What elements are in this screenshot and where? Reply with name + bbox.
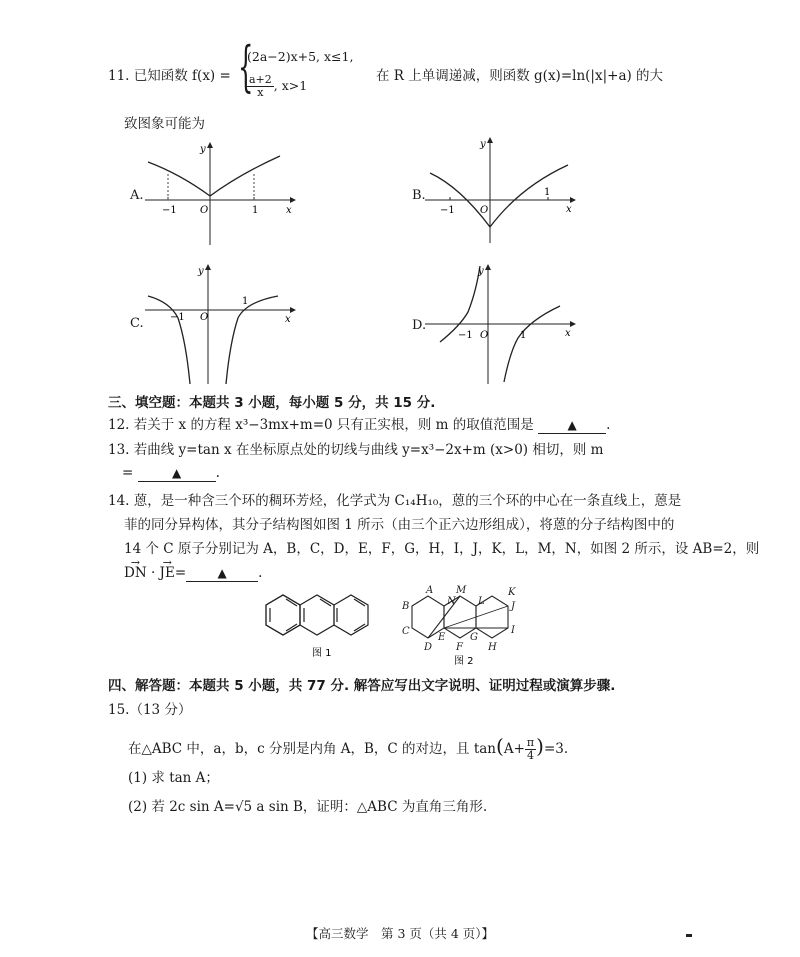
q11-case2-fraction [247, 74, 274, 99]
section3-title: 三、填空题：本题共 3 小题，每小题 5 分，共 15 分. [108, 395, 436, 411]
option-d-tick-1: 1 [520, 330, 527, 341]
answer-triangle-icon: ▲ [567, 418, 577, 432]
q11-case2-cond: , x>1 [273, 78, 308, 93]
option-b-y-label: y [480, 139, 486, 150]
q14-answer-blank [186, 565, 258, 582]
option-a-tick-1: 1 [252, 205, 259, 216]
q14-line3: 14 个 C 原子分别记为 A，B，C，D，E，F，G，H，I，J，K，L，M，N，如图 2 所示，设 AB=2，则 [124, 541, 760, 557]
q15-fraction [525, 737, 536, 762]
figure-2-labeled [398, 584, 548, 668]
option-c-x-label: x [285, 314, 291, 325]
option-d-x-label: x [565, 328, 571, 339]
q15-part2: (2) 若 2c sin A=√5 a sin B，证明：△ABC 为直角三角形. [128, 799, 488, 815]
q11-case2-den: x [257, 86, 264, 99]
q13-eq: = [122, 465, 134, 481]
atom-label-n: N [447, 596, 456, 607]
answer-triangle-icon: ▲ [171, 466, 182, 480]
atom-label-i: I [511, 625, 515, 636]
atom-label-d: D [424, 642, 433, 653]
atom-label-h: H [488, 642, 497, 653]
q11-prefix: 11. 已知函数 f(x) = [108, 68, 231, 84]
q15-stem [128, 733, 568, 762]
option-d-tick-neg1: −1 [458, 330, 473, 341]
option-a-tick-neg1: −1 [162, 205, 177, 216]
q12-line [108, 415, 610, 435]
option-c-y-label: y [198, 266, 204, 277]
option-a-y-label: y [200, 144, 206, 155]
atom-label-e: E [438, 632, 446, 643]
atom-label-a: A [426, 585, 434, 596]
atom-label-g: G [470, 632, 478, 643]
q13-line1: 13. 若曲线 y=tan x 在坐标原点处的切线与曲线 y=x³−2x+m (x>0) 相切，则 m [108, 442, 604, 458]
option-d-origin: O [480, 330, 489, 341]
atom-label-b: B [402, 601, 410, 612]
q14-dot: · [150, 565, 156, 581]
vector-dn: → DN [124, 563, 147, 583]
option-b-tick-neg1: −1 [440, 205, 455, 216]
option-b-tick-1: 1 [544, 187, 551, 198]
atom-label-m: M [456, 585, 467, 596]
figure-2-caption: 图 2 [454, 656, 474, 667]
option-a-origin: O [200, 205, 209, 216]
answer-triangle-icon: ▲ [217, 566, 227, 580]
q14-line4 [124, 563, 262, 583]
figure-1-caption: 图 1 [312, 648, 332, 659]
option-a-label: A. [130, 188, 144, 203]
q15-close-paren: ) [536, 734, 544, 758]
q12-end: . [606, 417, 611, 433]
q11-case1: (2a−2)x+5, x≤1, [247, 49, 354, 64]
option-c-label: C. [130, 316, 144, 331]
q14-line1: 14. 蒽，是一种含三个环的稠环芳烃，化学式为 C₁₄H₁₀，蒽的三个环的中心在一条直线上，蒽是 [108, 493, 682, 509]
atom-label-f: F [456, 642, 463, 653]
corner-mark [686, 934, 692, 937]
atom-label-j: J [511, 601, 516, 612]
option-c-tick-neg1: −1 [170, 312, 185, 323]
q12-answer-blank [538, 417, 606, 434]
figure-1-structure [262, 590, 392, 660]
q13-line2 [122, 463, 220, 483]
q14-end: . [258, 565, 263, 581]
q14-line2: 菲的同分异构体，其分子结构图如图 1 所示（由三个正六边形组成），将蒽的分子结构图中的 [124, 517, 675, 533]
atom-label-c: C [402, 626, 410, 637]
q13-end: . [215, 465, 220, 481]
q12-text: 12. 若关于 x 的方程 x³−3mx+m=0 只有正实根，则 m 的取值范围是 [108, 417, 534, 433]
q15-frac-num: π [526, 736, 535, 749]
q13-answer-blank [138, 465, 216, 482]
q15-stem-a: A+ [503, 741, 525, 757]
q11-case2 [247, 74, 307, 99]
q14-eq: = [174, 565, 187, 581]
option-a-graph [140, 140, 300, 250]
q11-suffix: 在 R 上单调递减，则函数 g(x)=ln(|x|+a) 的大 [376, 68, 664, 84]
option-d-graph [420, 262, 580, 387]
option-c-graph [140, 262, 300, 387]
option-b-graph [420, 135, 580, 245]
q15-header: 15.（13 分） [108, 702, 192, 718]
q11-case2-num: a+2 [249, 73, 272, 86]
atom-label-k: K [508, 587, 516, 598]
option-b-label: B. [412, 188, 426, 203]
q15-stem-suffix: =3. [543, 741, 569, 757]
page-footer: 【高三数学 第 3 页（共 4 页）】 [305, 926, 495, 941]
q15-part1: (1) 求 tan A； [128, 770, 219, 786]
option-c-tick-1: 1 [242, 296, 249, 307]
option-b-origin: O [480, 205, 489, 216]
q11-brace: { [238, 35, 254, 98]
option-b-x-label: x [566, 204, 572, 215]
atom-label-l: L [478, 596, 485, 607]
q15-frac-den: 4 [527, 749, 534, 762]
option-d-y-label: y [478, 266, 484, 277]
q15-open-paren: ( [496, 734, 504, 758]
section4-title: 四、解答题：本题共 5 小题，共 77 分. 解答应写出文字说明、证明过程或演算步骤. [108, 678, 616, 694]
q11-line2: 致图象可能为 [124, 116, 205, 132]
option-d-label: D. [412, 318, 427, 333]
option-a-x-label: x [286, 205, 292, 216]
vector-je: → JE [160, 563, 175, 583]
option-c-origin: O [200, 312, 209, 323]
q15-stem-prefix: 在△ABC 中，a，b，c 分别是内角 A，B，C 的对边，且 tan [128, 741, 497, 757]
